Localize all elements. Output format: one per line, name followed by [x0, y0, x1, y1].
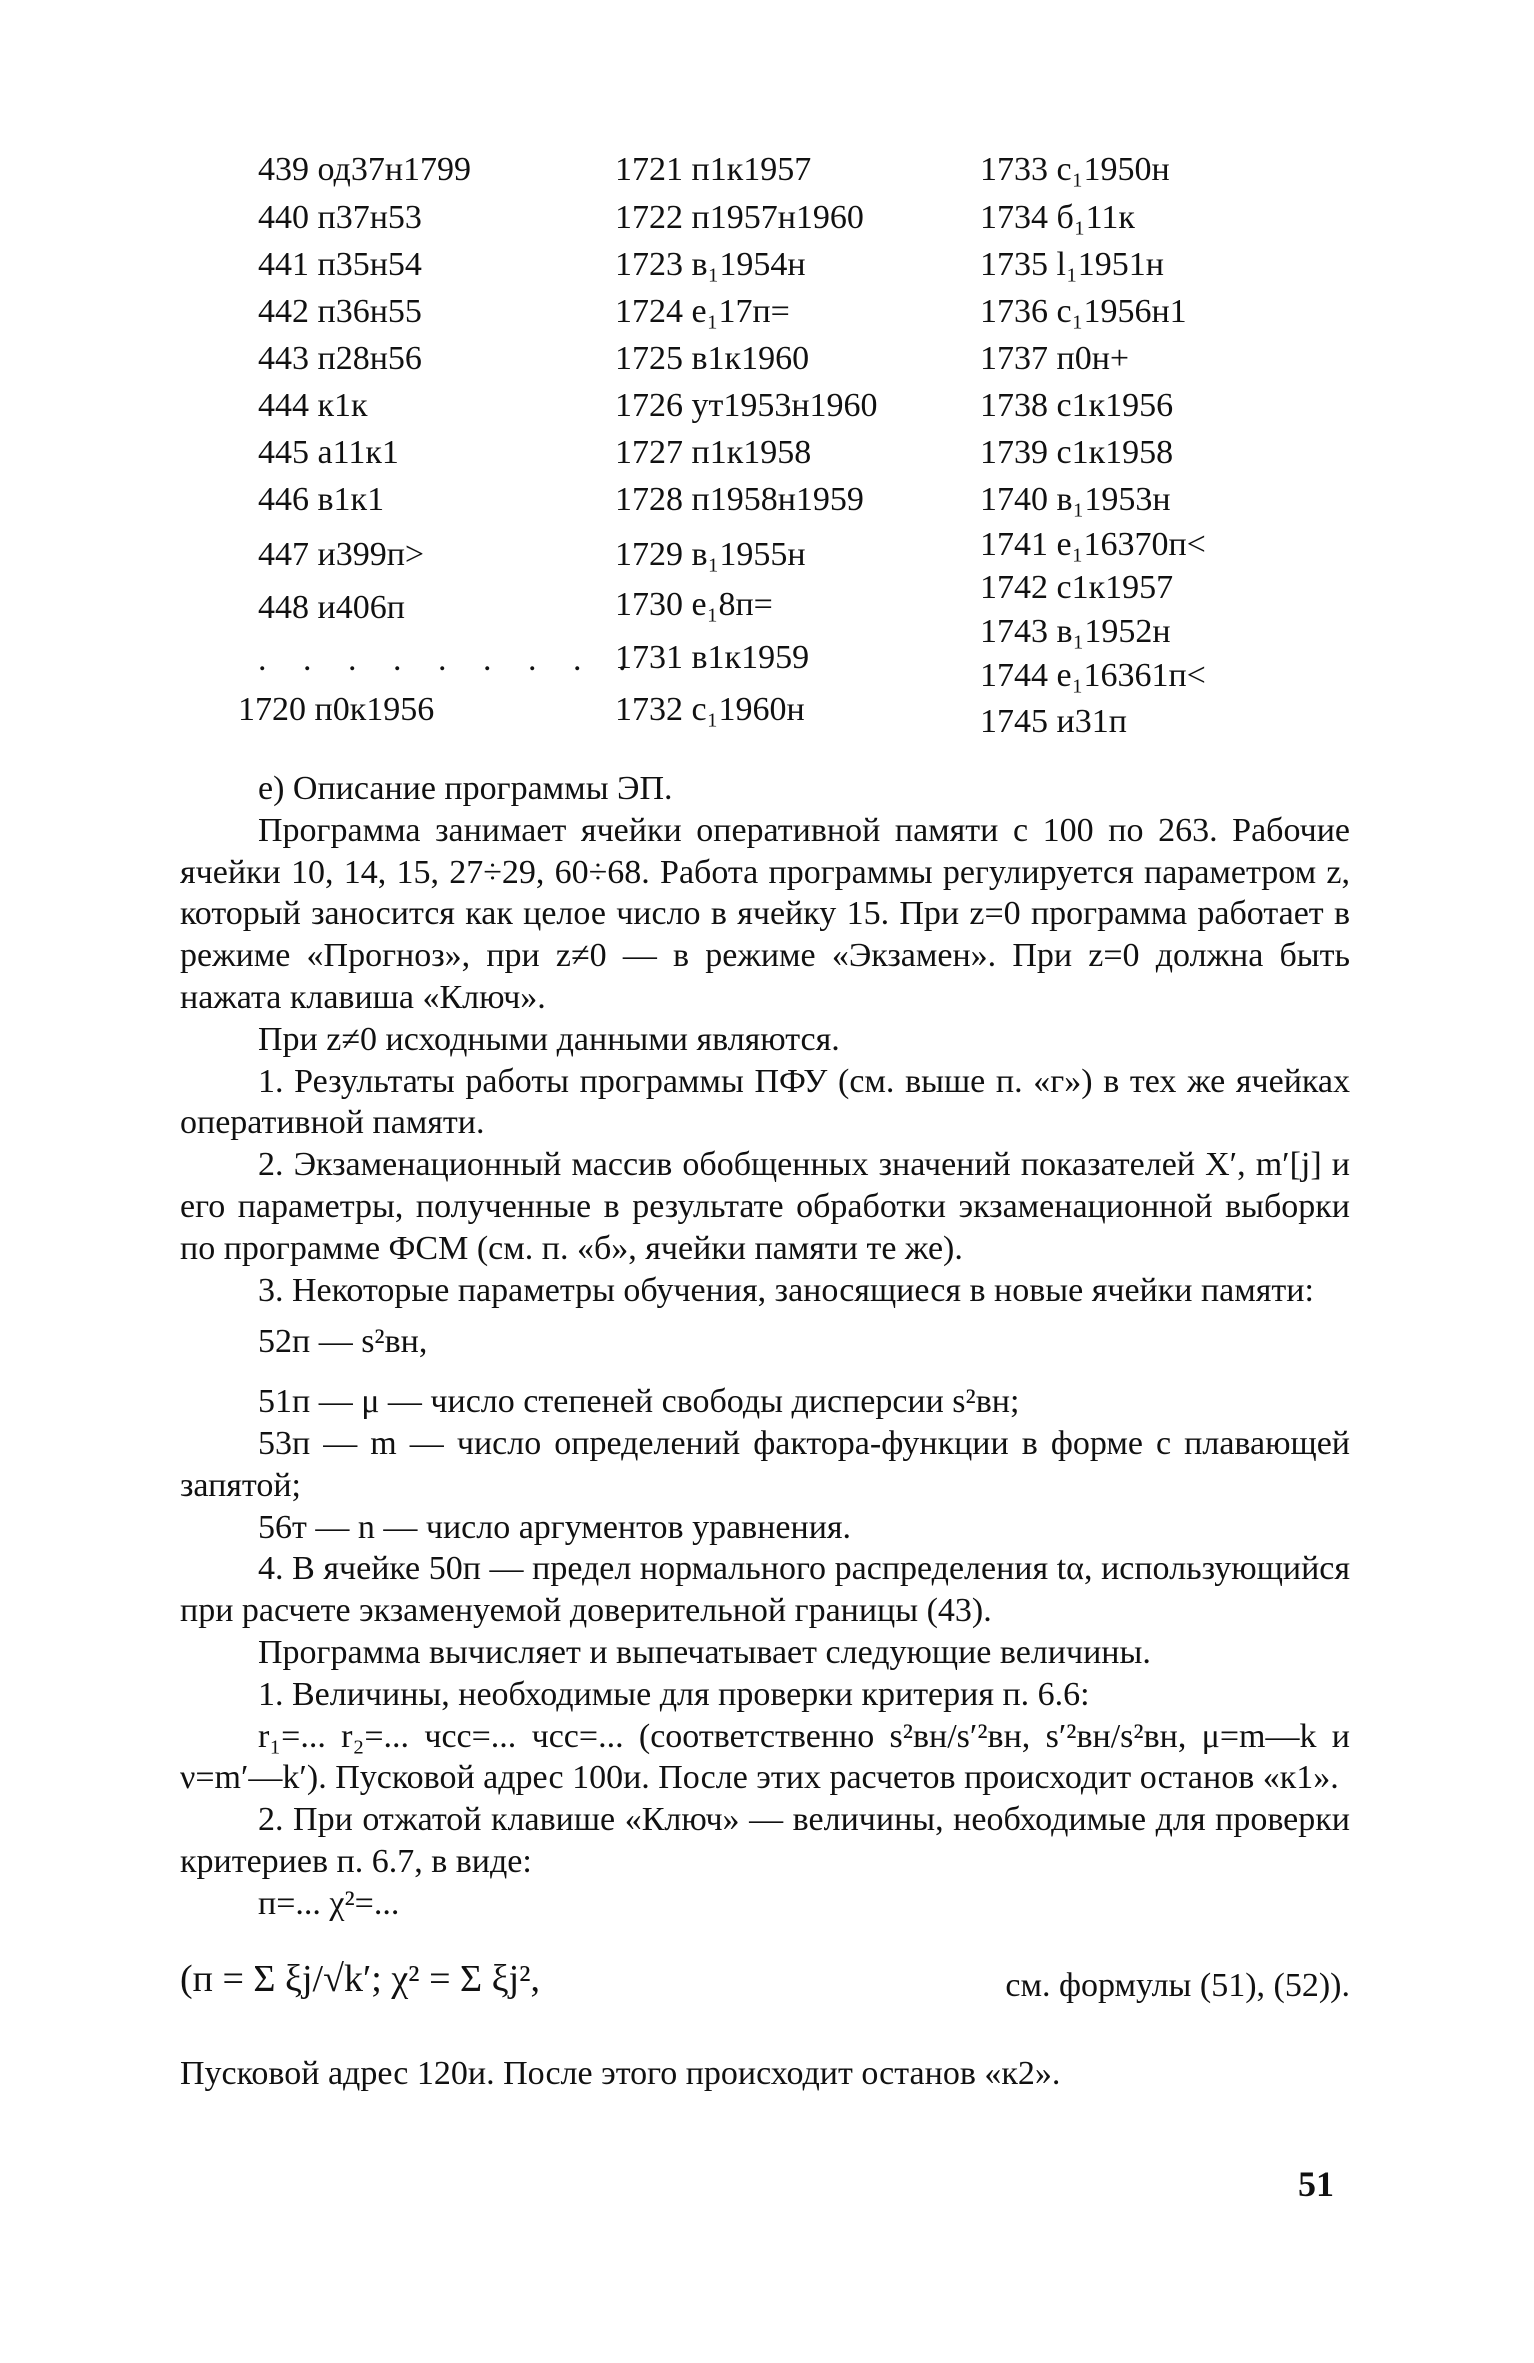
memory-cell-line: 53п — m — число определений фактора-функции в форме с плавающей запятой; — [180, 1424, 1350, 1504]
code-entry: 1736 c₁1956н1 — [980, 293, 1187, 330]
code-table — [0, 150, 1534, 750]
code-entry: 448 и406п — [258, 589, 405, 626]
code-entry: 447 и399п> — [258, 536, 425, 573]
code-entry: 443 п28н56 — [258, 340, 422, 377]
code-entry: 1742 c1к1957 — [980, 569, 1174, 606]
page-number: 51 — [1298, 2164, 1334, 2204]
code-entry: 1722 п1957н1960 — [615, 199, 864, 236]
code-entry: 1729 в₁1955н — [615, 536, 806, 573]
code-entry: 1727 п1к1958 — [615, 434, 812, 471]
code-entry: 440 п37н53 — [258, 199, 422, 236]
code-entry: 1734 б₁11к — [980, 199, 1135, 236]
code-entry: 441 п35н54 — [258, 246, 422, 283]
paragraph: Пусковой адрес 120и. После этого происходит останов «к2». — [180, 2054, 1061, 2092]
paragraph: Программа вычисляет и выпечатывает следующие величины. — [258, 1633, 1151, 1671]
body-text — [180, 768, 1350, 2094]
code-entry: 1745 и31п — [980, 703, 1127, 740]
formula-reference: см. формулы (51), (52)). — [1005, 1966, 1350, 2004]
code-entry: 1723 в₁1954н — [615, 246, 806, 283]
memory-cell-line: 56т — n — число аргументов уравнения. — [258, 1508, 852, 1546]
code-entry: 445 a11к1 — [258, 434, 399, 471]
code-entry: 1724 e₁17п= — [615, 293, 790, 330]
list-item: 2. Экзаменационный массив обобщенных значений показателей X′, m′[j] и его параметры, полученные в результате обработки экзаменационной выборки по программе ФСМ (см. п. «б», ячейки памяти те же). — [180, 1146, 1350, 1267]
code-entry: 1740 в₁1953н — [980, 481, 1171, 518]
code-entry: 1744 e₁16361п< — [980, 657, 1206, 694]
section-heading: е) Описание программы ЭП. — [258, 770, 673, 807]
list-item: 2. При отжатой клавише «Ключ» — величины, необходимые для проверки критериев п. 6.7, в виде: — [180, 1801, 1350, 1880]
paragraph: п=... χ²=... — [258, 1884, 400, 1922]
ellipsis-row: . . . . . . . . . — [258, 641, 641, 678]
memory-cell-line: 52п — s²вн, — [258, 1323, 428, 1361]
code-entry: 446 в1к1 — [258, 481, 385, 518]
memory-cell-line: 51п — μ — число степеней свободы дисперсии s²вн; — [258, 1383, 1020, 1421]
formula-expression: (п = Σ ξj/√k′; χ² = Σ ξj², — [180, 1957, 541, 2000]
paragraph: Программа занимает ячейки оперативной памяти с 100 по 263. Рабочие ячейки 10, 14, 15, 27÷29, 60÷68. Работа программы регулируется параметром z, который заносится как целое число в ячейку 15. При z=0 программа работает в режиме «Прогноз», при z≠0 — в режиме «Экзамен». При z=0 должна быть нажата клавиша «Ключ». — [180, 811, 1350, 1016]
code-entry: 1739 c1к1958 — [980, 434, 1174, 471]
code-entry: 1730 e₁8п= — [615, 586, 773, 623]
code-entry: 1735 l₁1951н — [980, 246, 1164, 283]
code-entry: 442 п36н55 — [258, 293, 422, 330]
code-entry: 1731 в1к1959 — [615, 639, 810, 676]
paragraph: r₁=... r₂=... чсс=... чсс=... (соответственно s²вн/s′²вн, s′²вн/s²вн, μ=m—k и ν=m′—k′). Пусковой адрес 100и. После этих расчетов происходит останов «к1». — [180, 1717, 1350, 1797]
code-entry: 1732 c₁1960н — [615, 691, 805, 728]
code-entry: 1741 e₁16370п< — [980, 526, 1206, 563]
code-entry: 1737 п0н+ — [980, 340, 1130, 377]
list-item: 1. Величины, необходимые для проверки критерия п. 6.6: — [258, 1675, 1090, 1713]
code-entry: 1728 п1958н1959 — [615, 481, 864, 518]
code-entry: 1725 в1к1960 — [615, 340, 810, 377]
code-entry: 1720 п0к1956 — [238, 691, 435, 728]
code-entry: 1726 ут1953н1960 — [615, 387, 878, 424]
code-entry: 1721 п1к1957 — [615, 151, 812, 188]
code-entry: 1743 в₁1952н — [980, 613, 1171, 650]
code-entry: 444 к1к — [258, 387, 368, 424]
paragraph: При z≠0 исходными данными являются. — [258, 1020, 840, 1058]
code-entry: 1738 c1к1956 — [980, 387, 1174, 424]
list-item: 3. Некоторые параметры обучения, заносящиеся в новые ячейки памяти: — [258, 1271, 1314, 1309]
list-item: 4. В ячейке 50п — предел нормального распределения tα, использующийся при расчете экзаменуемой доверительной границы (43). — [180, 1550, 1350, 1630]
code-entry: 439 од37н1799 — [258, 151, 472, 188]
code-entry: 1733 c₁1950н — [980, 151, 1170, 188]
list-item: 1. Результаты работы программы ПФУ (см. выше п. «г») в тех же ячейках оперативной памяти. — [180, 1062, 1350, 1142]
formula-block — [180, 1929, 1350, 2049]
